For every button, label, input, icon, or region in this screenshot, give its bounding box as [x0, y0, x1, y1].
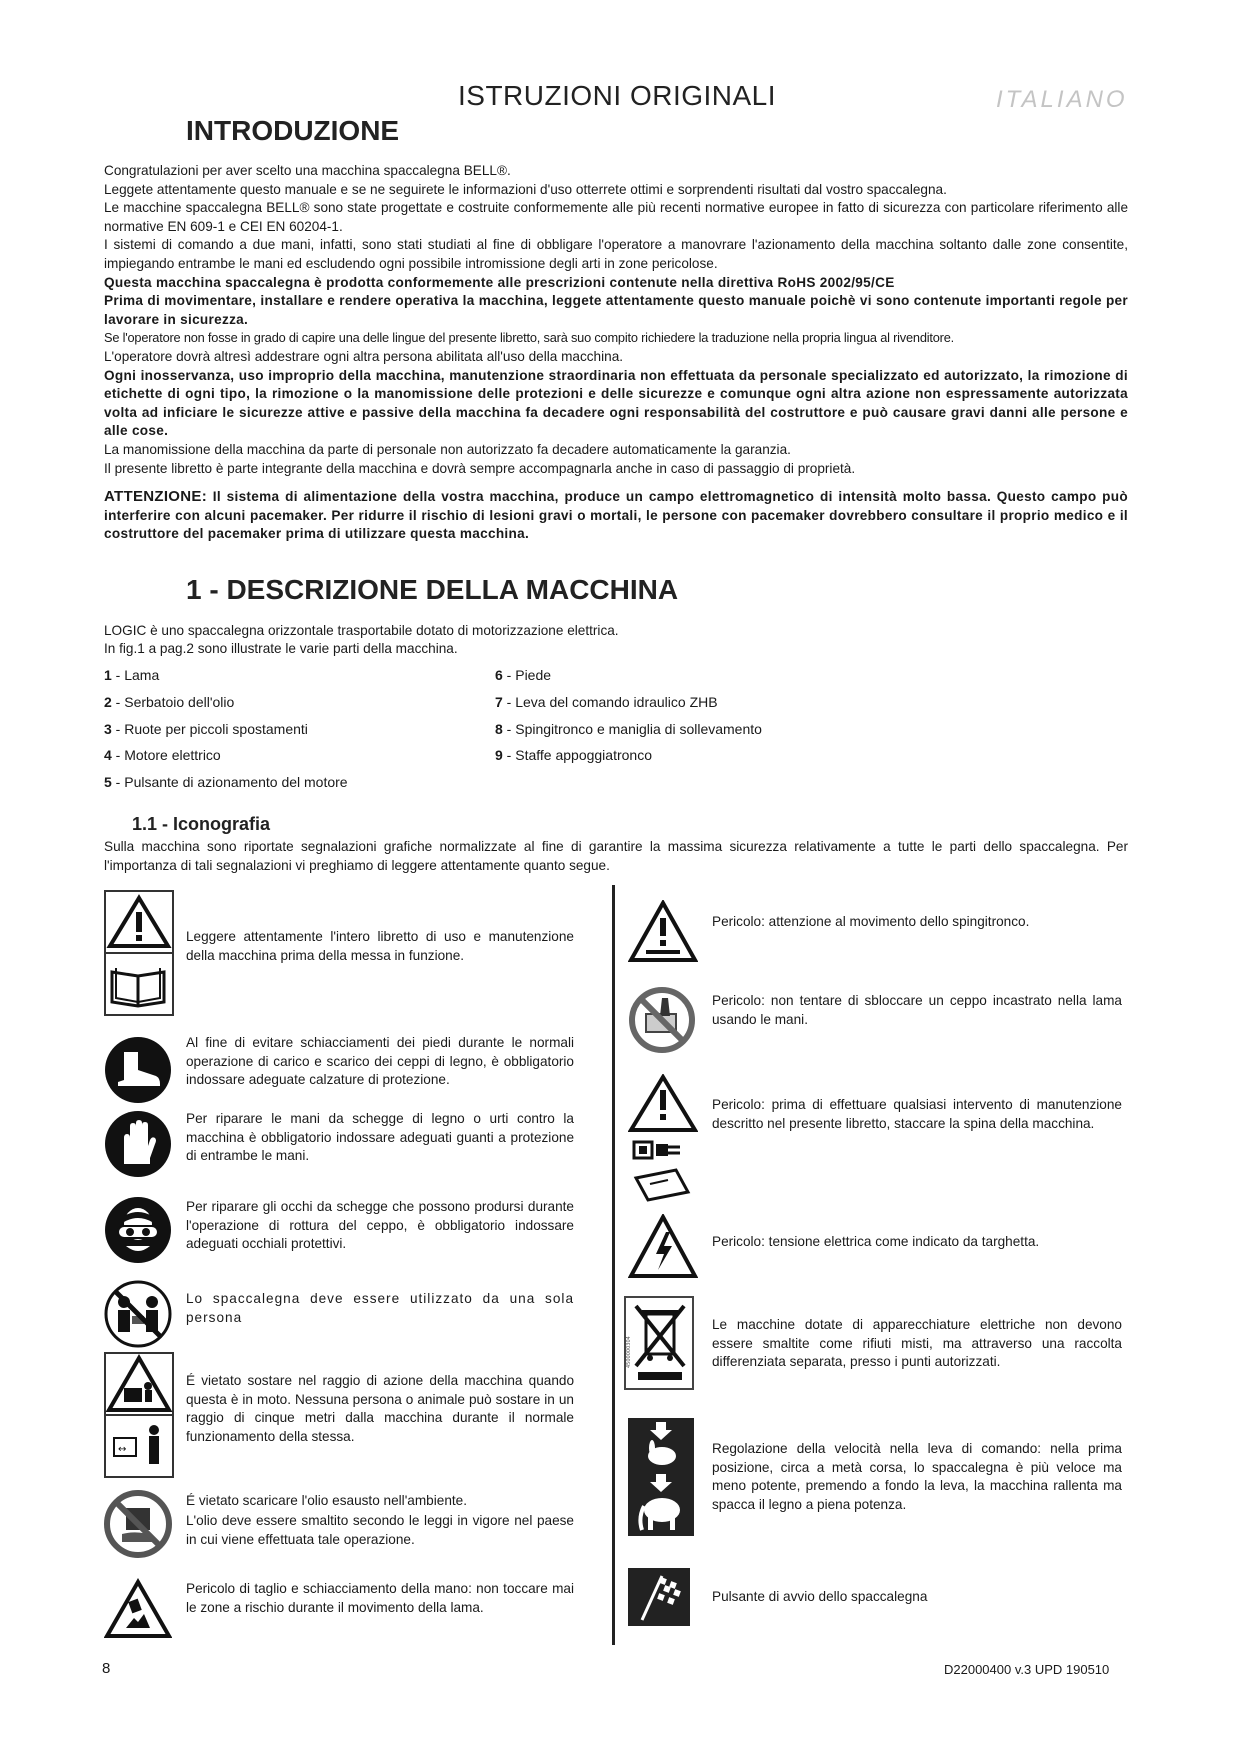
high-voltage-text: Pericolo: tensione elettrica come indicato da targhetta.	[712, 1234, 1040, 1249]
safety-goggles-icon	[104, 1196, 172, 1264]
no-hands-blade-icon	[628, 986, 696, 1054]
pacemaker-warning	[104, 488, 1128, 544]
intro-p4: I sistemi di comando a due mani, infatti, sono stati studiati al fine di obbligare l'operatore a manovrare l'azionamento della macchina soltanto dalle zone consentite, impiegando entrambe le mani ed escludendo ogni possibile intromissione degli arti in zone pericolose.	[104, 237, 1128, 271]
no-oil-disposal-text: É vietato scaricare l'olio esausto nell'ambiente.	[186, 1493, 467, 1508]
oil-disposal-law-text: L'olio deve essere smaltito secondo le leggi in vigore nel paese in cui viene effettuata tale operazione.	[186, 1513, 574, 1547]
weee-bin-icon	[624, 1296, 694, 1390]
original-instructions-heading: ISTRUZIONI ORIGINALI	[458, 80, 777, 111]
column-divider	[612, 885, 615, 1645]
section11-intro: Sulla macchina sono riportate segnalazioni grafiche normalizzate al fine di garantire la massima sicurezza relativamente a tutte le parti dello spaccalegna. Per l'importanza di tali segnalazioni vi preghiamo di leggere attentamente quanto segue.	[104, 839, 1128, 873]
no-hands-blade-text: Pericolo: non tentare di sbloccare un ceppo incastrato nella lama usando le mani.	[712, 993, 1122, 1027]
safety-boots-text: Al fine di evitare schiacciamenti dei piedi durante le normali operazione di carico e scarico dei ceppi di legno, è obbligatorio indossare adeguate calzature di protezione.	[186, 1035, 574, 1088]
single-operator-icon	[104, 1280, 172, 1348]
part-item: 5 - Pulsante di azionamento del motore	[104, 774, 348, 790]
weee-bin-text: Le macchine dotate di apparecchiature elettriche non devono essere smaltite come rifiuti misti, ma attraverso una raccolta differenziata separata, presso i punti autorizzati.	[712, 1317, 1122, 1370]
high-voltage-icon	[628, 1214, 698, 1280]
hand-crush-icon	[104, 1578, 172, 1640]
section1-title: 1 - DESCRIZIONE DELLA MACCHINA	[186, 574, 679, 605]
intro-p2: Leggete attentamente questo manuale e se ne seguirete le informazioni d'uso otterrete ottimi e sorprendenti risultati dal vostro spaccalegna.	[104, 181, 947, 197]
document-code: D22000400 v.3 UPD 190510	[944, 1662, 1110, 1677]
language-label: ITALIANO	[996, 86, 1128, 113]
intro-training: L'operatore dovrà altresì addestrare ogni altra persona abilitata all'uso della macchina.	[104, 348, 624, 364]
read-manual-icon	[104, 890, 174, 1016]
intro-liability: Ogni inosservanza, uso improprio della macchina, manutenzione straordinaria non effettuata da personale specializzato ed autorizzato, la rimozione di etichette di ogni tipo, la rimozione o la manomissione delle protezioni e delle sicurezze e comunque ogni altra azione non espressamente autorizzata volta ad inficiare le sicurezze attive e passive della macchina fa decadere ogni responsabilità del costruttore e può causare gravi danni alle persone e alle cose.	[104, 367, 1128, 439]
safety-goggles-text: Per riparare gli occhi da schegge che possono prodursi durante l'operazione di rottura del ceppo, è obbligatorio indossare adeguati occhiali protettivi.	[186, 1199, 574, 1252]
intro-booklet: Il presente libretto è parte integrante della macchina e dovrà sempre accompagnarla anche in caso di passaggio di proprietà.	[104, 460, 856, 476]
part-item: 8 - Spingitronco e maniglia di sollevamento	[495, 721, 762, 737]
intro-body	[104, 162, 1128, 544]
part-item: 7 - Leva del comando idraulico ZHB	[495, 694, 718, 710]
safety-gloves-text: Per riparare le mani da schegge di legno o urti contro la macchina è obbligatorio indossare adeguati guanti a protezione di entrambe le mani.	[186, 1111, 574, 1164]
section11-title: 1.1 - Iconografia	[132, 814, 271, 834]
intro-translation: Se l'operatore non fosse in grado di capire una delle lingue del presente libretto, sarà suo compito richiedere la traduzione nella propria lingua al rivenditore.	[104, 330, 955, 346]
part-item: 2 - Serbatoio dell'olio	[104, 694, 235, 710]
section1-line1: LOGIC è uno spaccalegna orizzontale trasportabile dotato di motorizzazione elettrica.	[104, 623, 619, 638]
part-item: 6 - Piede	[495, 667, 552, 683]
read-manual-text: Leggere attentamente l'intero libretto di uso e manutenzione della macchina prima della messa in funzione.	[186, 929, 574, 963]
safety-boots-icon	[104, 1036, 172, 1104]
part-item: 9 - Staffe appoggiatronco	[495, 747, 652, 763]
intro-warranty: La manomissione della macchina da parte di personale non autorizzato fa decadere automaticamente la garanzia.	[104, 441, 791, 457]
single-operator-text: Lo spaccalegna deve essere utilizzato da una sola persona	[186, 1291, 574, 1325]
start-button-text: Pulsante di avvio dello spaccalegna	[712, 1589, 928, 1604]
section1-line2: In fig.1 a pag.2 sono illustrate le varie parti della macchina.	[104, 641, 458, 656]
intro-p3: Le macchine spaccalegna BELL® sono state progettate e costruite conformemente alle più recenti normative europee in fatto di sicurezza con particolare riferimento alle normative EN 609-1 e CEI EN 60204-1.	[104, 200, 1128, 234]
part-item: 1 - Lama	[104, 667, 160, 683]
pusher-warning-icon	[628, 900, 698, 964]
pusher-warning-text: Pericolo: attenzione al movimento dello spingitronco.	[712, 914, 1030, 929]
warning-text: Il sistema di alimentazione della vostra macchina, produce un campo elettromagnetico di intensità molto bassa. Questo campo può interferire con alcuni pacemaker. Per ridurre il rischio di lesioni gravi o mortali, le persone con pacemaker dovrebbero consultare il proprio medico e il costruttore del pacemaker prima di utilizzare questa macchina.	[104, 489, 1128, 542]
intro-read-manual: Prima di movimentare, installare e rendere operativa la macchina, leggete attentamente questo manuale poichè vi sono contenute importanti regole per lavorare in sicurezza.	[104, 293, 1128, 327]
intro-title: INTRODUZIONE	[186, 115, 400, 146]
intro-p1: Congratulazioni per aver scelto una macchina spaccalegna BELL®.	[104, 163, 511, 178]
no-bystanders-text: É vietato sostare nel raggio di azione della macchina quando questa è in moto. Nessuna persona o animale può sostare in un raggio di cinque metri dalla macchina durante il normale funzionamento della stessa.	[186, 1373, 574, 1444]
page-number: 8	[102, 1660, 111, 1677]
svg-text:4500000304: 4500000304	[626, 1336, 632, 1368]
start-flag-icon	[628, 1568, 690, 1626]
warning-label: ATTENZIONE:	[104, 488, 208, 506]
hand-crush-text: Pericolo di taglio e schiacciamento della mano: non toccare mai le zone a rischio durante il movimento della lama.	[186, 1581, 574, 1615]
no-bystanders-icon	[104, 1352, 174, 1478]
part-item: 3 - Ruote per piccoli spostamenti	[104, 721, 308, 737]
svg-text:↔: ↔	[118, 1444, 127, 1455]
unplug-warning-text: Pericolo: prima di effettuare qualsiasi intervento di manutenzione descritto nel presente libretto, staccare la spina della macchina.	[712, 1097, 1122, 1131]
speed-regulation-icon	[628, 1418, 694, 1536]
intro-rohs: Questa macchina spaccalegna è prodotta conformemente alle prescrizioni contenute nella direttiva RoHS 2002/95/CE	[104, 274, 895, 290]
unplug-warning-icon	[628, 1074, 698, 1206]
part-item: 4 - Motore elettrico	[104, 747, 221, 763]
no-oil-disposal-icon	[104, 1490, 172, 1558]
speed-regulation-text: Regolazione della velocità nella leva di comando: nella prima posizione, circa a metà corsa, lo spaccalegna è più veloce ma meno potente, premendo a fondo la leva, la macchina rallenta ma spacca il legno a piena potenza.	[712, 1441, 1122, 1512]
safety-gloves-icon	[104, 1110, 172, 1178]
